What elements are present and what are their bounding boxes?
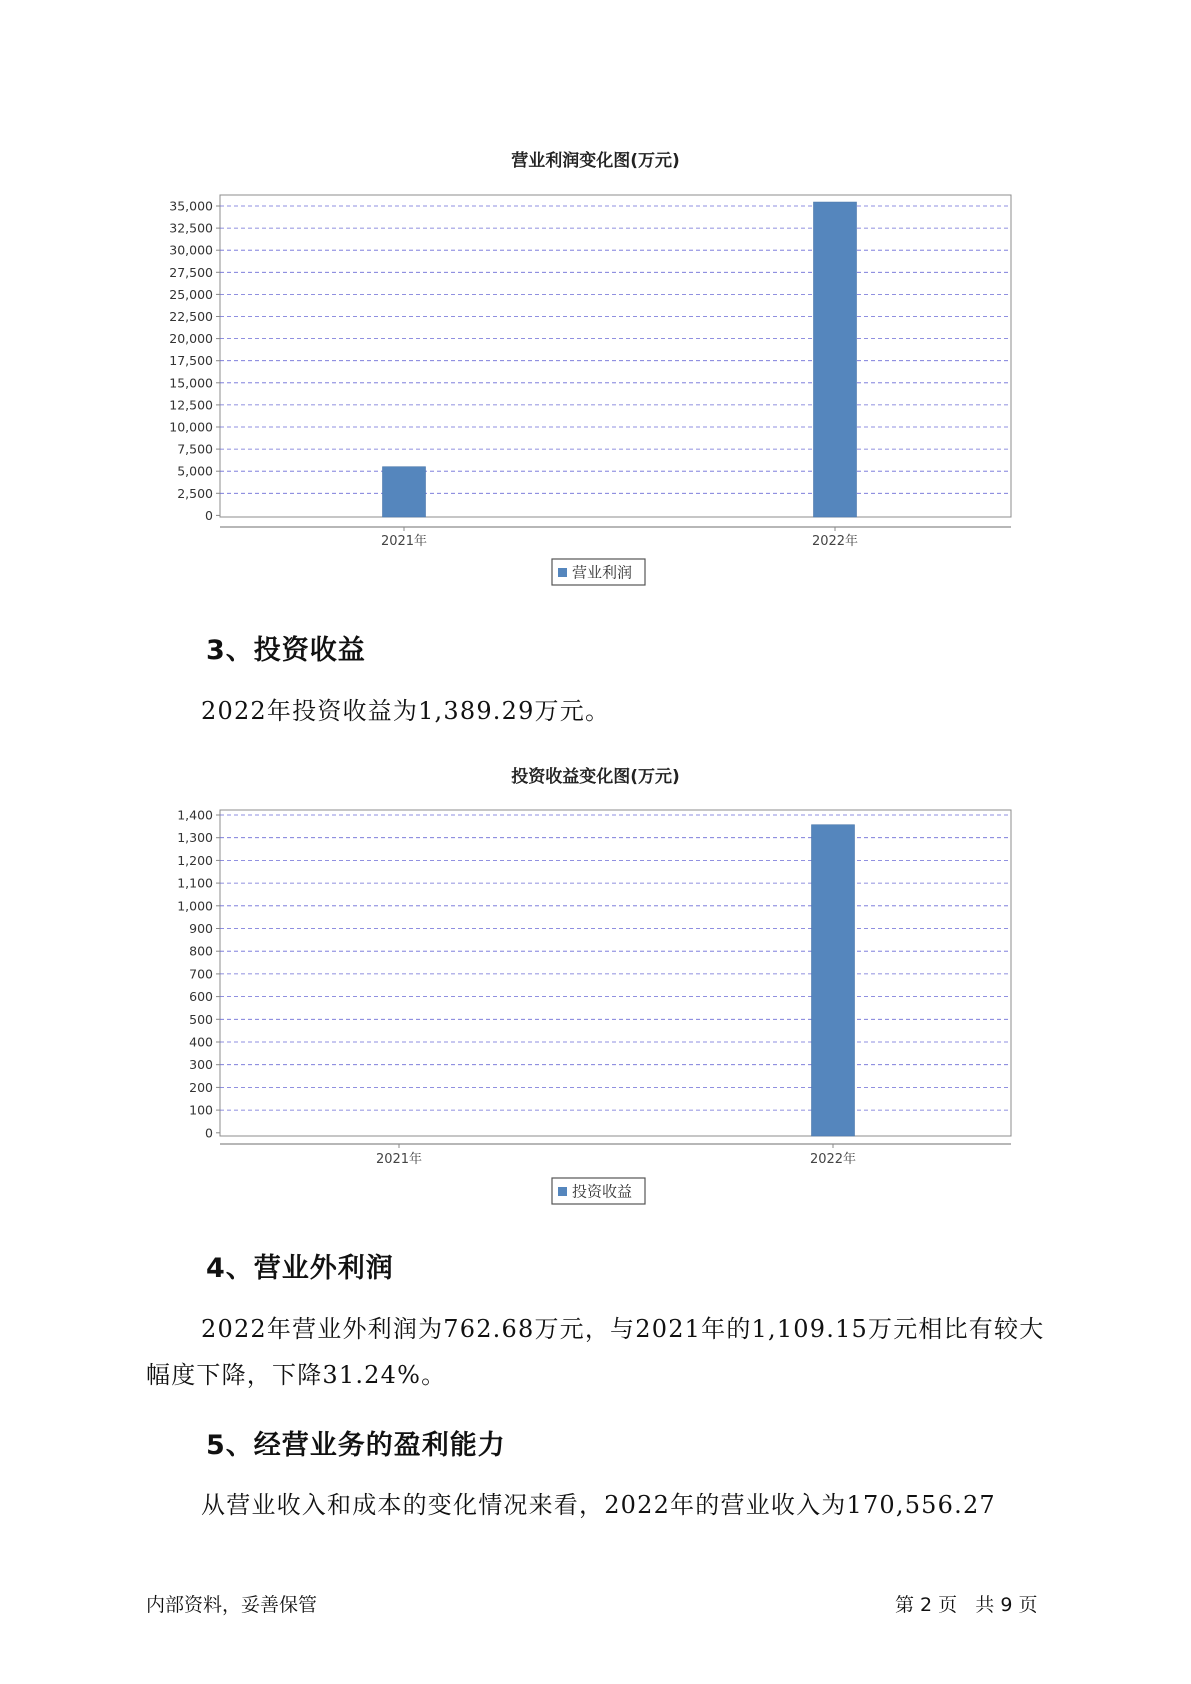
y-tick-label: 200 <box>189 1079 213 1095</box>
legend-label: 营业利润 <box>572 563 633 582</box>
y-tick-label: 1,000 <box>177 898 213 914</box>
y-tick-label: 1,400 <box>177 807 213 823</box>
y-tick-label: 800 <box>189 943 213 959</box>
y-tick-label: 35,000 <box>169 198 213 214</box>
y-tick-label: 5,000 <box>177 463 213 479</box>
y-tick-label: 2,500 <box>177 485 213 501</box>
y-tick-label: 1,300 <box>177 830 213 846</box>
y-tick-label: 1,100 <box>177 875 213 891</box>
paragraph-non-operating-profit: 2022年营业外利润为762.68万元，与2021年的1,109.15万元相比有较大幅度下降，下降31.24%。 <box>146 1315 1045 1389</box>
y-tick-label: 700 <box>189 966 213 982</box>
y-tick-label: 600 <box>189 989 213 1005</box>
y-tick-label: 300 <box>189 1057 213 1073</box>
y-tick-label: 400 <box>189 1034 213 1050</box>
y-tick-label: 0 <box>205 1125 213 1141</box>
paragraph-investment-income: 2022年投资收益为1,389.29万元。 <box>201 697 611 725</box>
y-tick-label: 22,500 <box>169 309 213 324</box>
y-tick-label: 25,000 <box>169 286 213 302</box>
y-tick-label: 15,000 <box>169 375 213 391</box>
y-tick-label: 10,000 <box>169 419 213 435</box>
legend-label: 投资收益 <box>572 1182 633 1201</box>
section-heading-non-operating-profit: 4、营业外利润 <box>206 1253 394 1284</box>
bar <box>812 825 855 1136</box>
x-tick-label: 2022年 <box>811 534 859 549</box>
x-tick-label: 2022年 <box>809 1152 857 1167</box>
legend-swatch <box>558 1187 567 1196</box>
footer-confidential-note: 内部资料，妥善保管 <box>146 1594 318 1616</box>
y-tick-label: 100 <box>189 1102 213 1118</box>
y-tick-label: 20,000 <box>169 331 213 347</box>
x-tick-label: 2021年 <box>380 534 428 549</box>
section-heading-profitability: 5、经营业务的盈利能力 <box>206 1430 506 1461</box>
section-heading-investment-income: 3、投资收益 <box>206 635 366 666</box>
y-tick-label: 0 <box>205 507 213 523</box>
y-tick-label: 12,500 <box>169 397 213 413</box>
y-tick-label: 1,200 <box>177 852 213 868</box>
x-tick-label: 2021年 <box>375 1152 423 1167</box>
paragraph-profitability: 从营业收入和成本的变化情况来看，2022年的营业收入为170,556.27 <box>201 1491 996 1519</box>
y-tick-label: 17,500 <box>169 353 213 369</box>
y-tick-label: 500 <box>189 1011 213 1027</box>
y-tick-label: 900 <box>189 921 213 936</box>
footer-page-number: 第 2 页 共 9 页 <box>895 1594 1038 1616</box>
chart-title-operating-profit: 营业利润变化图(万元) <box>511 151 680 171</box>
y-tick-label: 27,500 <box>169 264 213 280</box>
y-tick-label: 7,500 <box>177 441 213 457</box>
y-tick-label: 30,000 <box>169 242 213 258</box>
chart-title-investment-income: 投资收益变化图(万元) <box>511 767 680 787</box>
y-tick-label: 32,500 <box>169 220 213 236</box>
